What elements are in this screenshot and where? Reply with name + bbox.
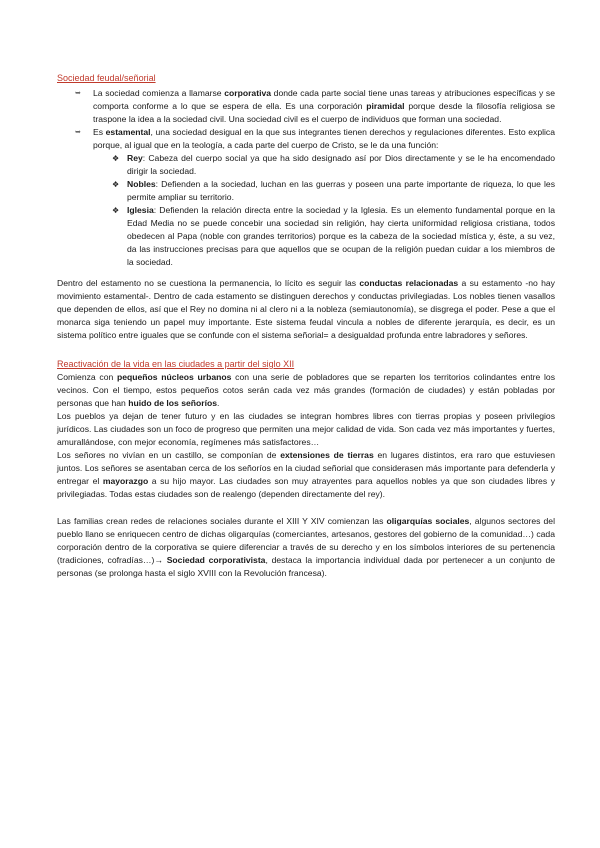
- text-run: a su estamento -no hay movimiento estamental-. Dentro de cada estamento se distinguen derechos y conductas privilegiadas. Los nobles tienen vasallos que dependen de ellos, así que el Rey no domina ni al clero ni a la nobleza (semiautonomía), se disgrega el poder. Pese a que el monarca siga teniendo un papel muy importante. Este sistema feudal vincula a nobles de diferente jerarquía, es decir, es un sistema político entre iguales que se confunde con el sistema señorial= a desigualdad profunda entre labradores y señores.: [57, 278, 555, 340]
- estamento-rey: [127, 152, 555, 178]
- bullet-estamental: [93, 126, 555, 269]
- text-run: , destaca la importancia individual dada por pertenecer a un conjunto de personas (se prolonga hasta el siglo XVIII con la Revolución francesa).: [57, 555, 556, 578]
- document-body: [57, 72, 555, 580]
- bold-term: extensiones de tierras: [280, 450, 374, 460]
- bold-term: estamental: [105, 127, 151, 137]
- text-run: Dentro del estamento no se cuestiona la permanencia, lo lícito es seguir las: [57, 278, 360, 288]
- text-run: con una serie de pobladores que se reparten los territorios colindantes entre los vecinos. Con el tiempo, estos pequeños cotos serán cada vez más grandes (formación de ciudades) y están pobladas por personas que han: [57, 372, 555, 408]
- text-run: Las familias crean redes de relaciones sociales durante el XIII Y XIV comienzan las: [57, 516, 387, 526]
- text-run: La sociedad comienza a llamarse: [93, 88, 225, 98]
- bullet-corporativa: [93, 87, 555, 126]
- bold-term: corporativa: [224, 88, 272, 98]
- bold-term: piramidal: [366, 101, 405, 111]
- text-run: : Defienden a la sociedad, luchan en las guerras y poseen una parte importante de riqueza, lo que les permite ampliar su territorio.: [127, 179, 555, 202]
- paragraph-nucleos: [57, 371, 555, 410]
- text-run: , una sociedad desigual en la que sus integrantes tienen derechos y regulaciones diferentes. Esto explica porque, al igual que en la teología, a cada parte del cuerpo de Cristo, se le da una función:: [93, 127, 555, 150]
- text-run: : Cabeza del cuerpo social ya que ha sido designado así por Dios directamente y se le ha encomendado dirigir la sociedad.: [127, 153, 555, 176]
- paragraph-senores: [57, 449, 555, 501]
- section-title-ciudades: Reactivación de la vida en las ciudades a partir del siglo XII: [57, 359, 295, 369]
- bold-term: Iglesia: [127, 205, 154, 215]
- paragraph-oligarquias: [57, 515, 555, 580]
- text-run: Comienza con: [57, 372, 117, 382]
- bold-term: mayorazgo: [102, 476, 149, 486]
- text-run: : Defienden la relación directa entre la sociedad y la Iglesia. Es un elemento fundamental porque en la Edad Media no se puede concebir una sociedad sin religión, hay cierta uniformidad religiosa cristiana, todos obedecen al Papa (noble con grandes territorios) porque es la cabeza de la sociedad mística y, éste, a su vez, da las instrucciones precisas para que aquellos que se ocupan de la religión puedan cuidar a los miembros de la sociedad.: [127, 205, 555, 267]
- paragraph-estamento: [57, 277, 555, 342]
- text-run: a su hijo mayor. Las ciudades son muy atrayentes para aquellos nobles ya que son ciudades libres y privilegiadas. Todas estas ciudades son de realengo (dependen directamente del rey).: [57, 476, 555, 499]
- bold-term: Rey: [127, 153, 143, 163]
- section-title-feudal: Sociedad feudal/señorial: [57, 73, 156, 83]
- text-run: , algunos sectores del pueblo llano se enriquecen centro de dichas oligarquías (comerciantes, artesanos, gestores del gobierno de la comunidad…) cada corporación dentro de la corporativa se quiere diferenciar a través de su derecho y en los símbolos interiores de su pertenencia (tradiciones, cofradías…)→: [57, 516, 555, 565]
- paragraph-pueblos: Los pueblos ya dejan de tener futuro y en las ciudades se integran hombres libres con tierras propias y poseen privilegios jurídicos. Las ciudades son un foco de progreso que permiten una mejor calidad de vida. Son cada vez más importantes y fuertes, amurallándose, con mejor economía, regímenes más satisfactores…: [57, 411, 555, 447]
- bold-term: pequeños núcleos urbanos: [117, 372, 232, 382]
- bold-term: huido de los señoríos: [128, 398, 218, 408]
- text-run: Es: [93, 127, 106, 137]
- text-run: donde cada parte social tiene unas tareas y atribuciones específicas y se comporta conforme a lo que se espera de ella. Es una corporación: [93, 88, 555, 111]
- estamento-nobles: [127, 178, 555, 204]
- text-run: en lugares distintos, era raro que estuviesen juntos. Los señores se asentaban cerca de los señoríos en la ciudad señorial que considerasen más importante para defenderla y entregar el: [57, 450, 555, 486]
- bullet-list-feudal: [57, 87, 555, 269]
- text-run: Los señores no vivían en un castillo, se componían de: [57, 450, 281, 460]
- bold-term: Sociedad corporativista: [166, 555, 266, 565]
- estamentos-list: [93, 152, 555, 269]
- text-run: .: [217, 398, 220, 408]
- bold-term: conductas relacionadas: [359, 278, 459, 288]
- estamento-iglesia: [127, 204, 555, 269]
- bold-term: oligarquías sociales: [386, 516, 470, 526]
- bold-term: Nobles: [127, 179, 156, 189]
- text-run: porque desde la filosofía religiosa se traspone la idea a la sociedad civil. Una sociedad civil es el cuerpo de individuos que forman una sociedad.: [93, 101, 555, 124]
